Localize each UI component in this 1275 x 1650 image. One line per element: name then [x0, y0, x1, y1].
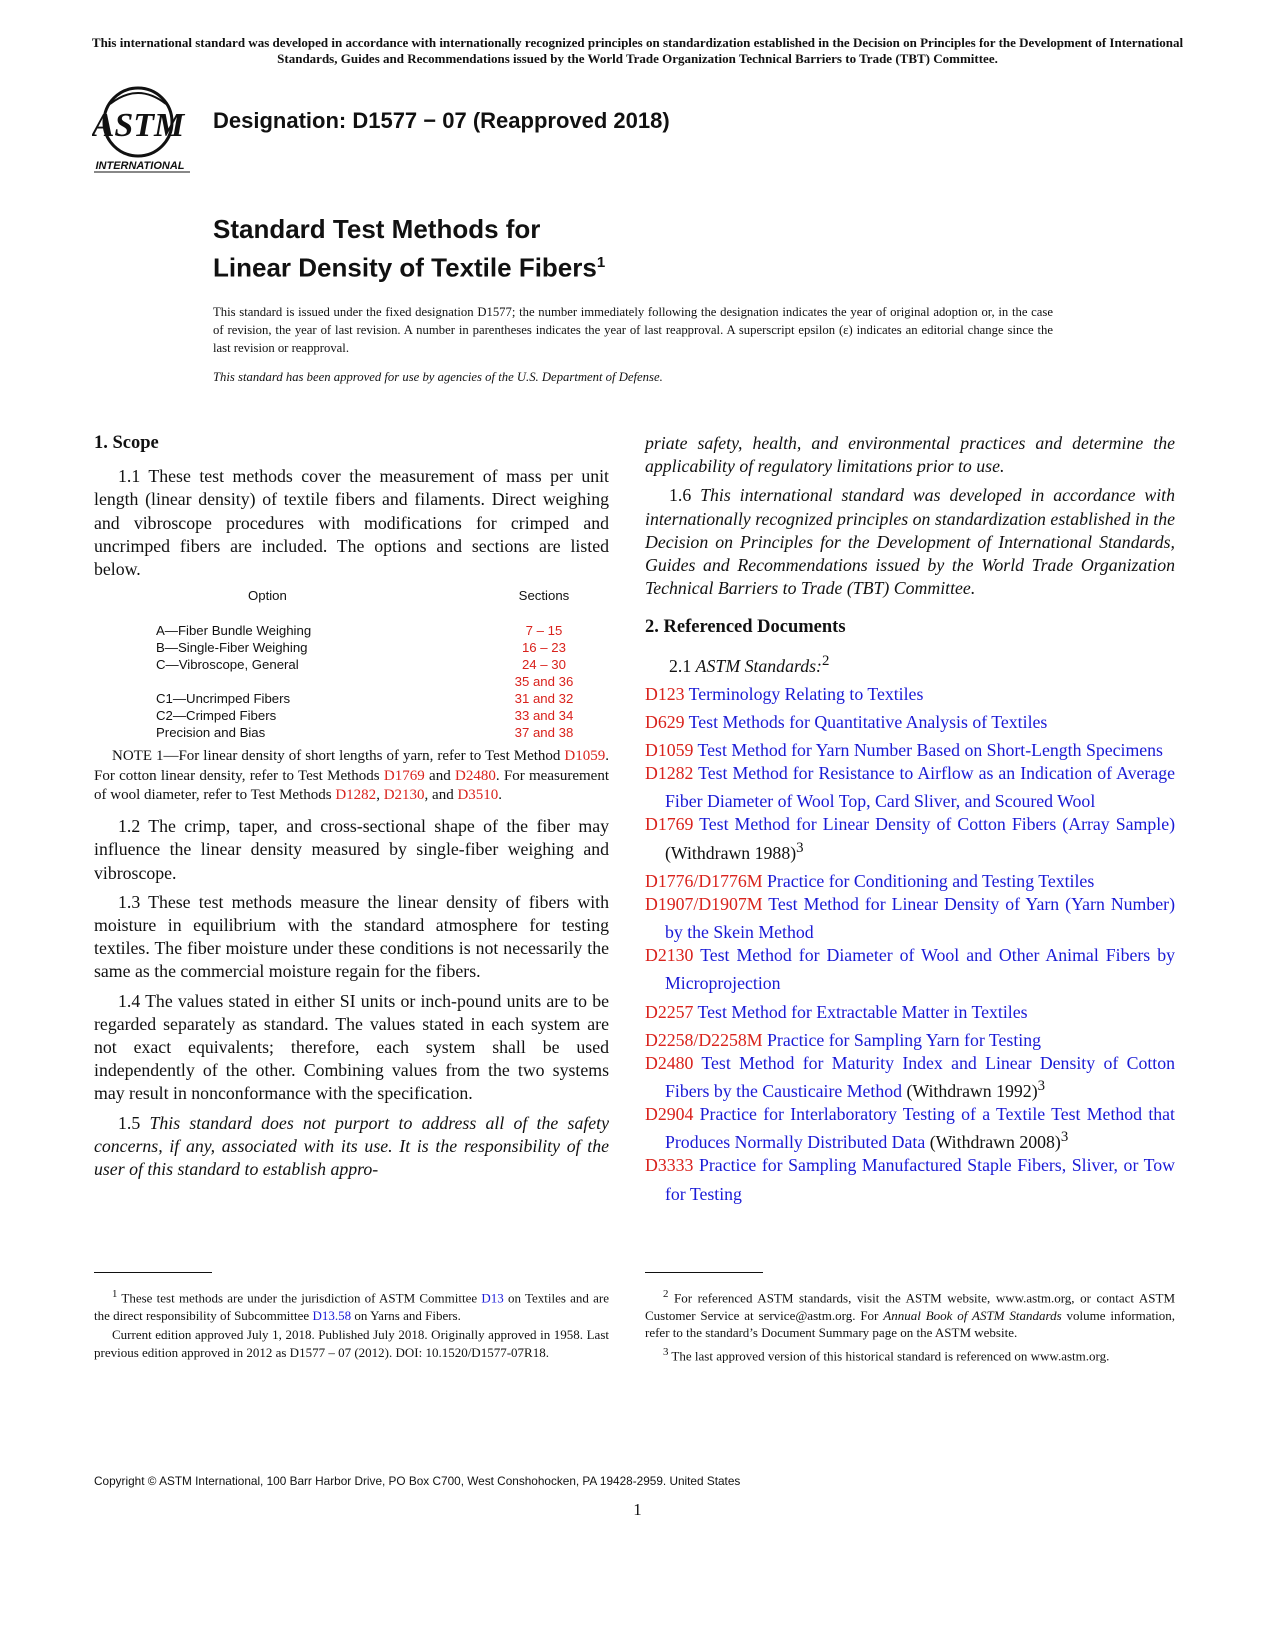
scope-heading: 1. Scope	[94, 433, 159, 453]
copyright: Copyright © ASTM International, 100 Barr Harbor Drive, PO Box C700, West Conshohocken, PA 19428-2959. United States	[94, 1474, 741, 1488]
ref-code-link[interactable]: D2480	[645, 1052, 694, 1073]
option-cell: Precision and Bias	[156, 725, 266, 741]
footnotes-left	[94, 1286, 609, 1363]
ref-code-link[interactable]: D3333	[645, 1155, 694, 1176]
note-1-text: . For cotton linear density, refer to Test Methods	[94, 748, 609, 784]
footnote-3-mark: 3	[663, 1345, 669, 1358]
para-1-5-continued: priate safety, health, and environmental practices and determine the applicability of regulatory limitations prior to use.	[645, 433, 1175, 477]
footnote-1-mark: 1	[112, 1288, 118, 1300]
options-table-header	[156, 587, 609, 622]
ref-link[interactable]: D2480	[455, 767, 496, 784]
para-1-1: 1.1 These test methods cover the measurement of mass per unit length (linear density) of textile fibers and filaments. Direct weighing and vibroscope procedures with modifications for crimped and uncrimped fibers are included. The options and sections are listed below.	[94, 466, 609, 580]
footnote-mark[interactable]: 3	[1060, 1129, 1069, 1146]
top-notice: This international standard was developed in accordance with internationally recognized principles on standardization established in the Decision on Principles for the Development of International Standards, Guides and Recommendations issued by the World Trade Organization Technical Barriers to Trade (TBT) Committee.	[91, 35, 1184, 66]
list-item	[645, 996, 1175, 1024]
note-1-text: , and	[424, 786, 458, 803]
para-2-1	[645, 650, 1175, 678]
footnotes-right	[645, 1286, 1175, 1367]
page-number: 1	[633, 1500, 642, 1519]
list-item	[645, 1052, 1175, 1103]
ref-code-link[interactable]: D2130	[645, 945, 694, 966]
ref-code-link[interactable]: D629	[645, 711, 685, 732]
sections-link[interactable]: 35 and 36	[514, 674, 574, 690]
table-row	[156, 639, 609, 656]
ref-code-link[interactable]: D1282	[645, 763, 694, 784]
list-item	[645, 1103, 1175, 1154]
ref-link[interactable]: D1769	[383, 767, 425, 784]
footnote-2-text: volume information, refer to the standard’s Document Summary page on the ASTM website.	[645, 1307, 1176, 1341]
footnote-2-mark: 2	[663, 1288, 669, 1300]
sections-link[interactable]: 33 and 34	[514, 708, 574, 724]
ref-link[interactable]: D2130	[383, 786, 425, 803]
para-1-6-number: 1.6	[669, 485, 701, 506]
sections-link[interactable]: 31 and 32	[514, 691, 574, 707]
list-item	[645, 944, 1175, 995]
ref-title-link[interactable]: Test Method for Diameter of Wool and Other Animal Fibers by Microprojection	[665, 945, 1176, 994]
para-2-1-number: 2.1	[669, 655, 696, 676]
ref-title-link[interactable]: Test Method for Yarn Number Based on Short-Length Specimens	[697, 739, 1163, 760]
sections-link[interactable]: 7 – 15	[525, 623, 563, 639]
list-item	[645, 678, 1175, 706]
issue-note: This standard is issued under the fixed designation D1577; the number immediately following the designation indicates the year of original adoption or, in the case of revision, the year of last revision. A number in parentheses indicates the year of last reapproval. A superscript epsilon (ε) indicates an editorial change since the last revision or reapproval.	[213, 305, 1053, 355]
footnote-1	[94, 1286, 609, 1324]
title-line-1: Standard Test Methods for	[213, 214, 541, 244]
table-row	[156, 724, 609, 741]
footnote-3	[645, 1344, 1175, 1365]
note-1-text: . For measurement of wool diameter, refer to Test Methods	[94, 767, 609, 803]
list-item	[645, 893, 1175, 944]
ref-title-link[interactable]: Test Method for Resistance to Airflow as an Indication of Average Fiber Diameter of Wool Top, Card Sliver, and Scoured Wool	[665, 763, 1175, 812]
table-row	[156, 622, 609, 639]
table-row	[156, 673, 609, 690]
sections-link[interactable]: 37 and 38	[514, 725, 574, 741]
para-1-3: 1.3 These test methods measure the linear density of fibers with moisture in equilibrium with the standard atmosphere for testing textiles. The fiber moisture under these conditions is not necessarily the same as the commercial moisture regain for the fibers.	[94, 891, 609, 982]
table-row	[156, 690, 609, 707]
footnote-mark[interactable]: 2	[821, 652, 830, 669]
astm-logo	[92, 86, 192, 178]
note-1-text: —For linear density of short lengths of yarn, refer to Test Method	[163, 748, 565, 765]
list-item	[645, 734, 1175, 762]
list-item	[645, 706, 1175, 734]
options-table	[156, 587, 609, 741]
footnote-1-text: These test methods are under the jurisdiction of ASTM Committee	[117, 1290, 482, 1306]
ref-title-link[interactable]: Test Method for Linear Density of Yarn (Yarn Number) by the Skein Method	[665, 893, 1176, 943]
title-line-2	[213, 246, 605, 285]
ref-code-link[interactable]: D1907/D1907M	[645, 893, 763, 914]
option-cell: C1—Uncrimped Fibers	[156, 691, 291, 707]
footnote-1-text: on Yarns and Fibers.	[351, 1307, 461, 1323]
footnote-mark[interactable]: 3	[796, 839, 804, 856]
ref-title-link[interactable]: Test Method for Maturity Index and Linear Density of Cotton Fibers by the Causticaire Method	[665, 1052, 1176, 1101]
option-cell	[156, 673, 479, 690]
footnote-divider-right	[645, 1272, 763, 1273]
ref-code-link[interactable]: D2257	[645, 1001, 694, 1022]
table-row	[156, 656, 609, 673]
footnote-2-italic: Annual Book of ASTM Standards	[883, 1307, 1062, 1323]
note-1-text: ,	[376, 786, 384, 803]
ref-code-link[interactable]: D2258/D2258M	[645, 1029, 763, 1050]
referenced-documents-heading: 2. Referenced Documents	[645, 617, 846, 638]
committee-link[interactable]: D13	[481, 1290, 504, 1306]
sections-link[interactable]: 24 – 30	[521, 657, 566, 673]
option-cell: B—Single-Fiber Weighing	[156, 640, 308, 656]
footnote-mark[interactable]: 3	[1037, 1078, 1046, 1095]
ref-title-link[interactable]: Practice for Sampling Manufactured Staple Fibers, Sliver, or Tow for Testing	[665, 1155, 1175, 1204]
document-title	[213, 212, 605, 285]
title-footnote-mark[interactable]: 1	[596, 254, 606, 271]
para-1-5-text: This standard does not purport to address all of the safety concerns, if any, associated with its use. It is the responsibility of the user of this standard to establish appro-	[94, 1112, 609, 1179]
ref-title-link[interactable]: Practice for Sampling Yarn for Testing	[767, 1029, 1042, 1050]
subcommittee-link[interactable]: D13.58	[312, 1307, 352, 1323]
para-1-6	[645, 484, 1175, 600]
designation: Designation: D1577 − 07 (Reapproved 2018)	[213, 108, 670, 133]
ref-title-link[interactable]: Practice for Conditioning and Testing Textiles	[767, 870, 1095, 891]
header-sections: Sections	[518, 588, 570, 604]
ref-status: (Withdrawn 1992)	[902, 1080, 1038, 1101]
para-2-1-text: ASTM Standards:	[695, 655, 822, 676]
ref-title-link[interactable]: Test Method for Linear Density of Cotton Fibers (Array Sample)	[699, 814, 1176, 835]
edition-note: Current edition approved July 1, 2018. Published July 2018. Originally approved in 1958. Last previous edition approved in 2012 as D1577 – 07 (2012). DOI: 10.1520/D1577-07R18.	[94, 1327, 609, 1360]
list-item	[645, 813, 1175, 864]
ref-link[interactable]: D3510	[457, 786, 499, 803]
table-row	[156, 707, 609, 724]
para-1-6-text: This international standard was developed in accordance with internationally recognized principles on standardization established in the Decision on Principles for the Development of International Standards, Guides and Recommendations issued by the World Trade Organization Technical Barriers to Trade (TBT) Committee.	[645, 485, 1176, 599]
para-1-4: 1.4 The values stated in either SI units or inch-pound units are to be regarded separately as standard. The values stated in each system are not exact equivalents; therefore, each system shall be used independently of the other. Combining values from the two systems may result in nonconformance with the specification.	[94, 990, 609, 1104]
ref-status: (Withdrawn 1988)	[665, 842, 797, 863]
para-1-5-number: 1.5	[118, 1112, 150, 1133]
footnote-3-text: The last approved version of this historical standard is referenced on www.astm.org.	[668, 1348, 1110, 1364]
ref-title-link[interactable]: Test Method for Extractable Matter in Textiles	[697, 1001, 1028, 1022]
option-cell: A—Fiber Bundle Weighing	[156, 623, 312, 639]
para-1-2: 1.2 The crimp, taper, and cross-sectional shape of the fiber may influence the linear density measured by single-fiber weighing and vibroscope.	[94, 816, 609, 883]
ref-title-link[interactable]: Test Methods for Quantitative Analysis of Textiles	[688, 711, 1048, 732]
list-item	[645, 1024, 1175, 1052]
header-option: Option	[248, 588, 287, 604]
ref-title-link[interactable]: Terminology Relating to Textiles	[688, 683, 924, 704]
astm-logo-graphic	[92, 86, 192, 178]
list-item	[645, 865, 1175, 893]
footnote-1-text: on Textiles and are the direct responsibility of Subcommittee	[94, 1290, 609, 1323]
title-line-2-text: Linear Density of Textile Fibers	[213, 252, 597, 283]
note-1	[94, 747, 609, 805]
astm-logo-label: INTERNATIONAL	[95, 160, 185, 172]
footnote-2	[645, 1286, 1175, 1342]
defense-note: This standard has been approved for use by agencies of the U.S. Department of Defense.	[213, 370, 663, 384]
right-column	[645, 432, 1175, 1206]
note-1-text: .	[498, 786, 503, 803]
list-item	[645, 1154, 1175, 1205]
option-cell: C—Vibroscope, General	[156, 657, 299, 673]
astm-logo-letters: ASTM	[92, 107, 185, 144]
ref-code-link[interactable]: D1776/D1776M	[645, 870, 763, 891]
ref-code-link[interactable]: D1769	[645, 814, 694, 835]
footnote-2-text: For referenced ASTM standards, visit the ASTM website, www.astm.org, or contact ASTM Customer Service at service@astm.org. For	[645, 1290, 1175, 1323]
left-column	[94, 432, 609, 1187]
ref-link[interactable]: D1059	[564, 748, 606, 765]
ref-link[interactable]: D1282	[335, 786, 377, 803]
list-item	[645, 762, 1175, 813]
ref-status: (Withdrawn 2008)	[925, 1132, 1061, 1153]
ref-title-link[interactable]: Practice for Interlaboratory Testing of a Textile Test Method that Produces Normally Distributed Data	[665, 1104, 1175, 1153]
para-1-5	[94, 1112, 609, 1182]
ref-code-link[interactable]: D123	[645, 683, 685, 704]
reference-list	[645, 678, 1175, 1206]
note-1-label: NOTE 1	[112, 748, 164, 765]
sections-link[interactable]: 16 – 23	[521, 640, 566, 656]
option-cell: C2—Crimped Fibers	[156, 708, 277, 724]
ref-code-link[interactable]: D2904	[645, 1104, 694, 1125]
footnote-divider-left	[94, 1272, 212, 1273]
note-1-text: and	[424, 767, 455, 784]
ref-code-link[interactable]: D1059	[645, 739, 694, 760]
